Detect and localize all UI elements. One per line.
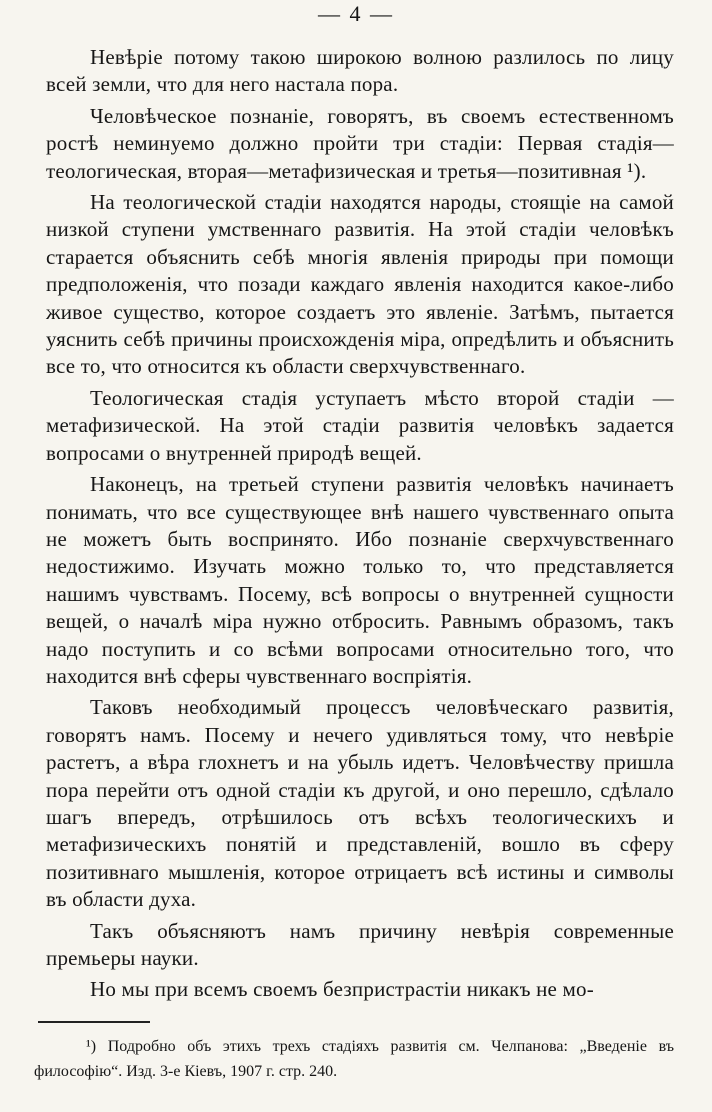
paragraph: Таковъ необходимый процессъ человѣческаго развитія, говорятъ намъ. Посему и нечего удивляться тому, что невѣріе растетъ, а вѣра глохнетъ и на убыль идетъ. Человѣчеству пришла пора перейти отъ одной стадіи къ другой, и оно перешло, сдѣлало шагъ впередъ, отрѣшилось отъ всѣхъ теологическихъ и метафизическихъ понятій и представленій, вошло въ сферу позитивнаго мышленія, которое отрицаетъ всѣ истины и символы въ области духа. bbox=[46, 695, 674, 912]
page-number: — 4 — bbox=[318, 1, 394, 26]
paragraph: Теологическая стадія уступаетъ мѣсто второй стадіи — метафизической. На этой стадіи развитія человѣкъ задается вопросами о внутренней природѣ вещей. bbox=[46, 385, 674, 465]
footnote bbox=[34, 1034, 674, 1084]
paragraph: Невѣріе потому такою широкою волною разлилось по лицу всей земли, что для него настала пора. bbox=[46, 45, 674, 97]
paragraph: Человѣческое познаніе, говорятъ, въ своемъ естественномъ ростѣ неминуемо должно пройти три стадіи: Первая стадія—теологическая, вторая—метафизическая и третья—позитивная ¹). bbox=[46, 103, 674, 183]
main-text bbox=[46, 44, 674, 1008]
paragraph: Но мы при всемъ своемъ безпристрастіи никакъ не мо- bbox=[90, 977, 594, 1002]
footnote-text: ¹) Подробно объ этихъ трехъ стадіяхъ развитія см. Челпанова: „Введеніе въ философію“. Изд. 3-е Кіевъ, 1907 г. стр. 240. bbox=[34, 1038, 674, 1080]
paragraph: На теологической стадіи находятся народы, стоящіе на самой низкой ступени умственнаго развитія. На этой стадіи человѣкъ старается объяснить себѣ многія явленія природы при помощи предположенія, что позади каждаго явленія находится какое-либо живое существо, которое создаетъ это явленіе. Затѣмъ, пытается уяснить себѣ причины происхожденія міра, опредѣлить и объяснить все то, что относится къ области сверхчувственнаго. bbox=[46, 190, 674, 379]
paragraph: Такъ объясняютъ намъ причину невѣрія современные премьеры науки. bbox=[46, 918, 674, 970]
footnote-divider bbox=[38, 1021, 150, 1023]
paragraph: Наконецъ, на третьей ступени развитія человѣкъ начинаетъ понимать, что все существующее внѣ нашего чувственнаго опыта не можетъ быть воспринято. Ибо познаніе сверхчувственнаго недостижимо. Изучать можно только то, что представляется нашимъ чувствамъ. Посему, всѣ вопросы о внутренней сущности вещей, о началѣ міра нужно отбросить. Равнымъ образомъ, такъ надо поступить и со всѣми вопросами относительно того, что находится внѣ сферы чувственнаго воспріятія. bbox=[46, 472, 674, 688]
